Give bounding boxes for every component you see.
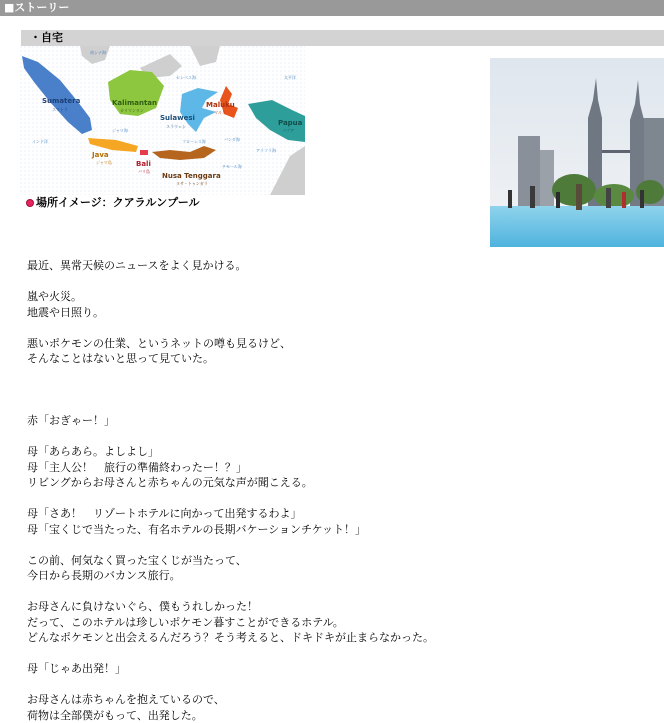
label-java: Java — [91, 151, 109, 159]
label-nusa-tenggara-kana: ヌサ・トゥンガラ — [176, 181, 208, 186]
label-java-kana: ジャワ島 — [96, 159, 112, 165]
indonesia-map-image — [20, 46, 305, 195]
story-line — [27, 429, 647, 445]
story-line — [27, 382, 647, 398]
sea-banda: バンダ海 — [224, 136, 240, 142]
story-line — [27, 367, 647, 383]
story-line: 母「宝くじで当たった、有名ホテルの長期バケーションチケット！」 — [27, 522, 647, 538]
label-kalimantan-kana: カリマンタン — [120, 107, 144, 113]
section-header: ■ストーリー — [0, 0, 664, 16]
story-line — [27, 274, 647, 290]
story-line — [27, 537, 647, 553]
sea-south-china: 南シナ海 — [90, 49, 106, 55]
story-line — [27, 320, 647, 336]
story-line: 嵐や火災。 — [27, 289, 647, 305]
sub-header: ・自宅 — [21, 30, 664, 46]
label-papua-kana: パプア — [282, 127, 294, 133]
label-papua: Papua — [278, 119, 303, 127]
label-nusa-tenggara: Nusa Tenggara — [162, 172, 221, 180]
label-bali: Bali — [136, 160, 151, 168]
story-line: この前、何気なく買った宝くじが当たって、 — [27, 553, 647, 569]
story-line: 今日から長期のバカンス旅行。 — [27, 568, 647, 584]
label-sumatera: Sumatera — [42, 97, 81, 105]
sea-celebes: セレベス海 — [176, 74, 196, 80]
label-maluku: Maluku — [206, 101, 235, 109]
story-line: 母「主人公！ 旅行の準備終わったー！？」 — [27, 460, 647, 476]
bullet-icon — [26, 199, 34, 207]
story-line — [27, 398, 647, 414]
place-caption — [26, 196, 200, 210]
story-line: 地震や日照り。 — [27, 305, 647, 321]
kuala-lumpur-photo — [490, 58, 664, 247]
sea-java: ジャワ海 — [112, 127, 128, 133]
sea-indian: インド洋 — [32, 138, 48, 144]
story-line: どんなポケモンと出会えるんだろう？そう考えると、ドキドキが止まらなかった。 — [27, 630, 647, 646]
label-sulawesi-kana: スラウェシ — [166, 124, 186, 129]
story-line: リビングからお母さんと赤ちゃんの元気な声が聞こえる。 — [27, 475, 647, 491]
story-line: お母さんは赤ちゃんを抱えているので、 — [27, 692, 647, 708]
story-line: 荷物は全部僕がもって、出発した。 — [27, 708, 647, 723]
story-line: 母「あらあら。よしよし」 — [27, 444, 647, 460]
story-line: 悪いポケモンの仕業、というネットの噂も見るけど、 — [27, 336, 647, 352]
sea-arafura: アラフラ海 — [256, 147, 276, 153]
story-line — [27, 677, 647, 693]
story-line — [27, 584, 647, 600]
label-maluku-kana: マルク — [214, 110, 226, 115]
label-bali-kana: バリ島 — [138, 168, 150, 174]
story-line: 最近、異常天候のニュースをよく見かける。 — [27, 258, 647, 274]
story-text — [27, 258, 647, 723]
label-kalimantan: Kalimantan — [112, 99, 157, 107]
label-sulawesi: Sulawesi — [160, 114, 195, 122]
story-line: 母「さあ！ リゾートホテルに向かって出発するわよ」 — [27, 506, 647, 522]
sea-flores: フローレス海 — [182, 138, 206, 144]
story-line — [27, 491, 647, 507]
place-caption-text: 場所イメージ：クアラルンプール — [36, 196, 200, 210]
story-line — [27, 646, 647, 662]
story-line: 母「じゃあ出発！」 — [27, 661, 647, 677]
story-line: お母さんに負けないぐら、僕もうれしかった！ — [27, 599, 647, 615]
sea-pacific: 太平洋 — [284, 74, 296, 80]
story-line: 赤「おぎゃー！」 — [27, 413, 647, 429]
story-line: そんなことはないと思って見ていた。 — [27, 351, 647, 367]
label-sumatera-kana: スマトラ — [52, 107, 68, 112]
story-line: だって、このホテルは珍しいポケモン暮すことができるホテル。 — [27, 615, 647, 631]
sea-timor: チモール海 — [222, 163, 242, 169]
island-bali — [140, 150, 148, 155]
